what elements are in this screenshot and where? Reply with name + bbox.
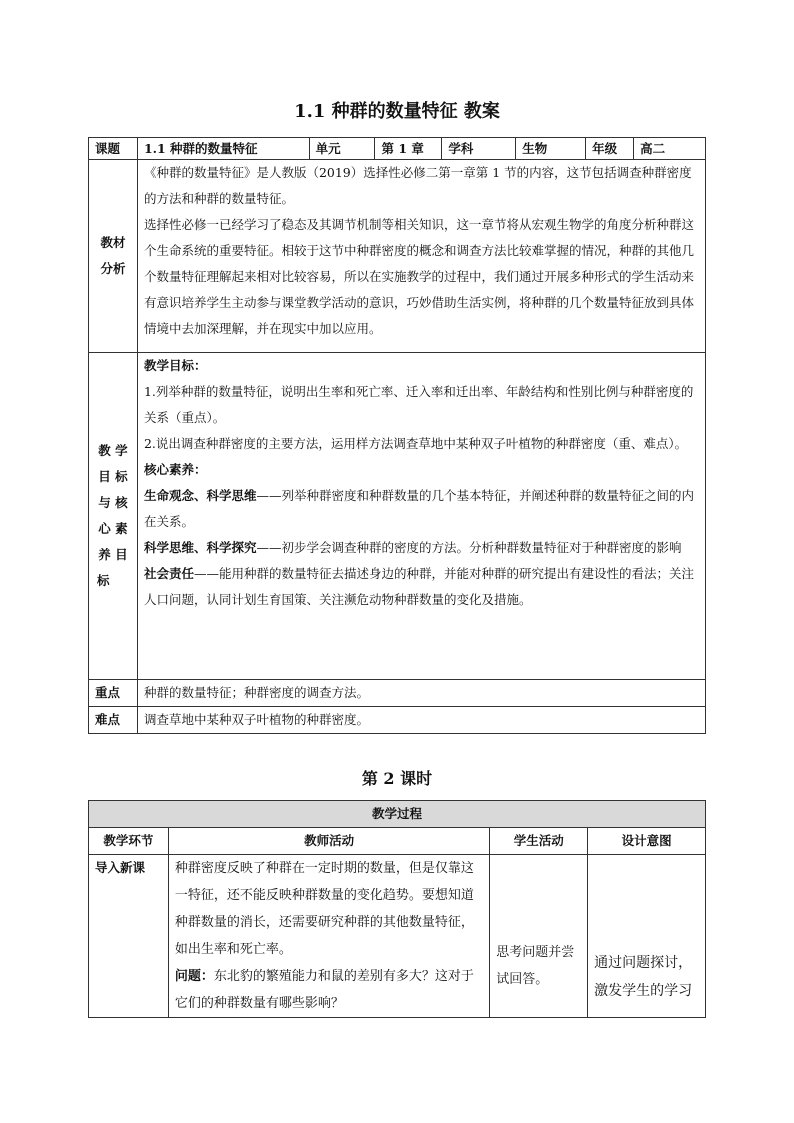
process-heading-row xyxy=(89,801,706,828)
keypoint-row xyxy=(89,680,706,707)
goal-heading: 教学目标： xyxy=(143,358,207,373)
stage-cell: 导入新课 xyxy=(89,855,169,1018)
lesson-title: 第 2 课时 xyxy=(361,769,433,788)
keypoint-label: 重点 xyxy=(89,680,138,707)
grade-label: 年级 xyxy=(586,138,634,160)
unit-value: 第 1 章 xyxy=(375,138,442,160)
unit-label: 单元 xyxy=(309,138,375,160)
header-row xyxy=(89,138,706,160)
lesson-info-table xyxy=(88,137,706,734)
keypoint-text: 种群的数量特征；种群密度的调查方法。 xyxy=(137,680,705,707)
col-teacher: 教师活动 xyxy=(168,828,489,855)
analysis-para-2: 选择性必修一已经学习了稳态及其调节机制等相关知识，这一章节将从宏观生物学的角度分析种群这个生命系统的重要特征。相较于这节中种群密度的概念和调查方法比较难掌握的情况，种群的其他几个数量特征理解起来相对比较容易，所以在实施教学的过程中，我们通过开展多种形式的学生活动来有意识培养学生主动参与课堂教学活动的意识，巧妙借助生活实例，将种群的几个数量特征放到具体情境中去加深理解，并在现实中加以应用。 xyxy=(143,217,694,336)
topic-value: 1.1 种群的数量特征 xyxy=(137,138,309,160)
goal-2: 2.说出调查种群密度的主要方法，运用样方法调查草地中某种双子叶植物的种群密度（重、难点）。 xyxy=(143,436,688,451)
document-title: 1.1 种群的数量特征 教案 xyxy=(294,101,500,122)
process-table xyxy=(88,800,706,1018)
design-intent-cell: 通过问题探讨，激发学生的学习 xyxy=(588,855,706,1018)
subject-value: 生物 xyxy=(516,138,586,160)
core-heading: 核心素养： xyxy=(143,462,207,477)
col-intent: 设计意图 xyxy=(588,828,706,855)
student-activity-cell: 思考问题并尝试回答。 xyxy=(490,855,588,1018)
goals-content xyxy=(137,353,705,680)
goals-label: 教 学 目 标 与 核 心 素 养 目 标 xyxy=(89,353,138,680)
topic-label: 课题 xyxy=(89,138,138,160)
goal-1: 1.列举种群的数量特征，说明出生率和死亡率、迁入率和迁出率、年龄结构和性别比例与种群密度的关系（重点）。 xyxy=(143,384,694,425)
subject-label: 学科 xyxy=(442,138,516,160)
analysis-row xyxy=(89,160,706,353)
goals-row xyxy=(89,353,706,680)
process-row xyxy=(89,855,706,1018)
difficulty-label: 难点 xyxy=(89,707,138,734)
analysis-label: 教材 分析 xyxy=(89,160,138,353)
difficulty-row xyxy=(89,707,706,734)
difficulty-text: 调查草地中某种双子叶植物的种群密度。 xyxy=(137,707,705,734)
col-stage: 教学环节 xyxy=(89,828,169,855)
core-item-3: 社会责任——能用种群的数量特征去描述身边的种群，并能对种群的研究提出有建设性的看法；关注人口问题，认同计划生育国策、关注濒危动物种群数量的变化及措施。 xyxy=(143,566,694,607)
analysis-content xyxy=(137,160,705,353)
analysis-para-1: 《种群的数量特征》是人教版（2019）选择性必修二第一章第 1 节的内容，这节包括调查种群密度的方法和种群的数量特征。 xyxy=(143,165,692,206)
col-student: 学生活动 xyxy=(490,828,588,855)
grade-value: 高二 xyxy=(634,138,706,160)
process-columns-row xyxy=(89,828,706,855)
core-item-1: 生命观念、科学思维——列举种群密度和种群数量的几个基本特征，并阐述种群的数量特征之间的内在关系。 xyxy=(143,488,694,529)
core-item-2: 科学思维、科学探究——初步学会调查种群的密度的方法。分析种群数量特征对于种群密度的影响 xyxy=(143,540,682,555)
process-heading: 教学过程 xyxy=(89,801,706,828)
teacher-activity-cell: 种群密度反映了种群在一定时期的数量，但是仅靠这一特征，还不能反映种群数量的变化趋势。要想知道种群数量的消长，还需要研究种群的其他数量特征，如出生率和死亡率。 问题：东北豹的繁殖能力和鼠的差别有多大？这对于它们的种群数量有哪些影响？ xyxy=(168,855,489,1018)
